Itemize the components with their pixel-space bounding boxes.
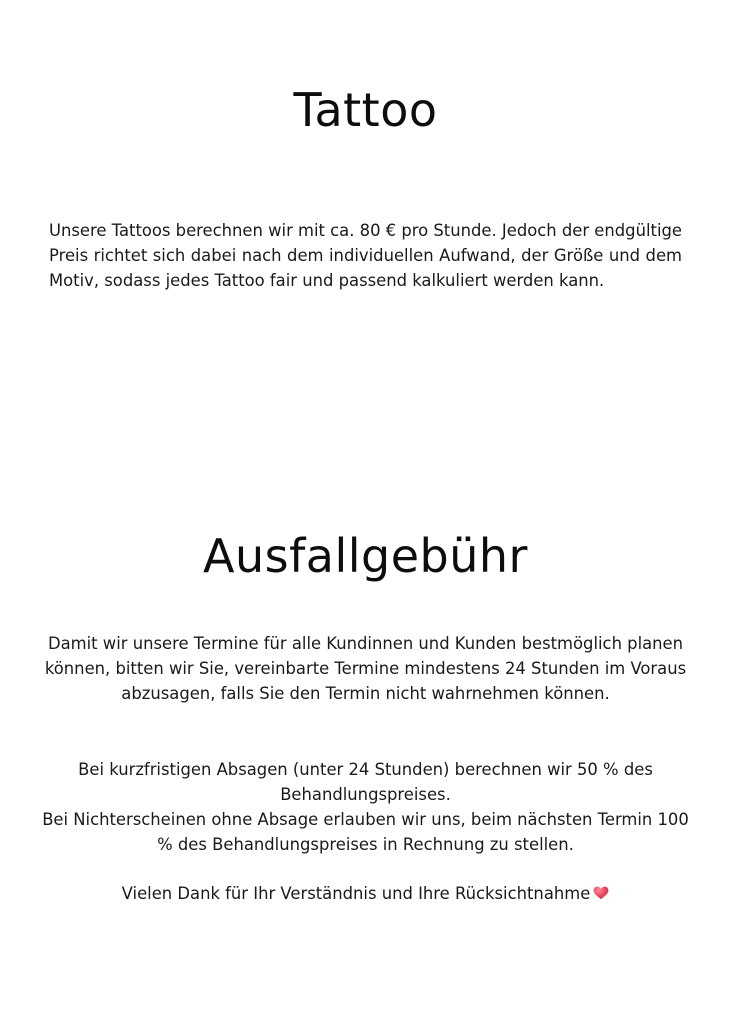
no-show-paragraph: Bei Nichterscheinen ohne Absage erlauben wir uns, beim nächsten Termin 100 % des Behandlungspreises in Rechnung zu stellen. [42, 810, 689, 854]
tattoo-heading: Tattoo [293, 83, 438, 137]
closing-thanks-line [40, 881, 691, 906]
cancellation-fee-heading: Ausfallgebühr [203, 529, 528, 583]
cancellation-policy-paragraph: Damit wir unsere Termine für alle Kundinnen und Kunden bestmöglich planen können, bitten wir Sie, vereinbarte Termine mindestens 24 Stunden im Voraus abzusagen, falls Sie den Termin nicht wahrnehmen können. [44, 634, 687, 703]
closing-thanks-text: Vielen Dank für Ihr Verständnis und Ihre Rücksichtnahme [121, 884, 591, 903]
heart-icon [593, 886, 609, 900]
short-notice-cancellation-paragraph: Bei kurzfristigen Absagen (unter 24 Stunden) berechnen wir 50 % des Behandlungspreises. [78, 760, 653, 804]
tattoo-pricing-text: Unsere Tattoos berechnen wir mit ca. 80 € pro Stunde. Jedoch der endgültige Preis richtet sich dabei nach dem individuellen Aufwand, der Größe und dem Motiv, sodass jedes Tattoo fair und passend kalkuliert werden kann. [49, 221, 682, 290]
